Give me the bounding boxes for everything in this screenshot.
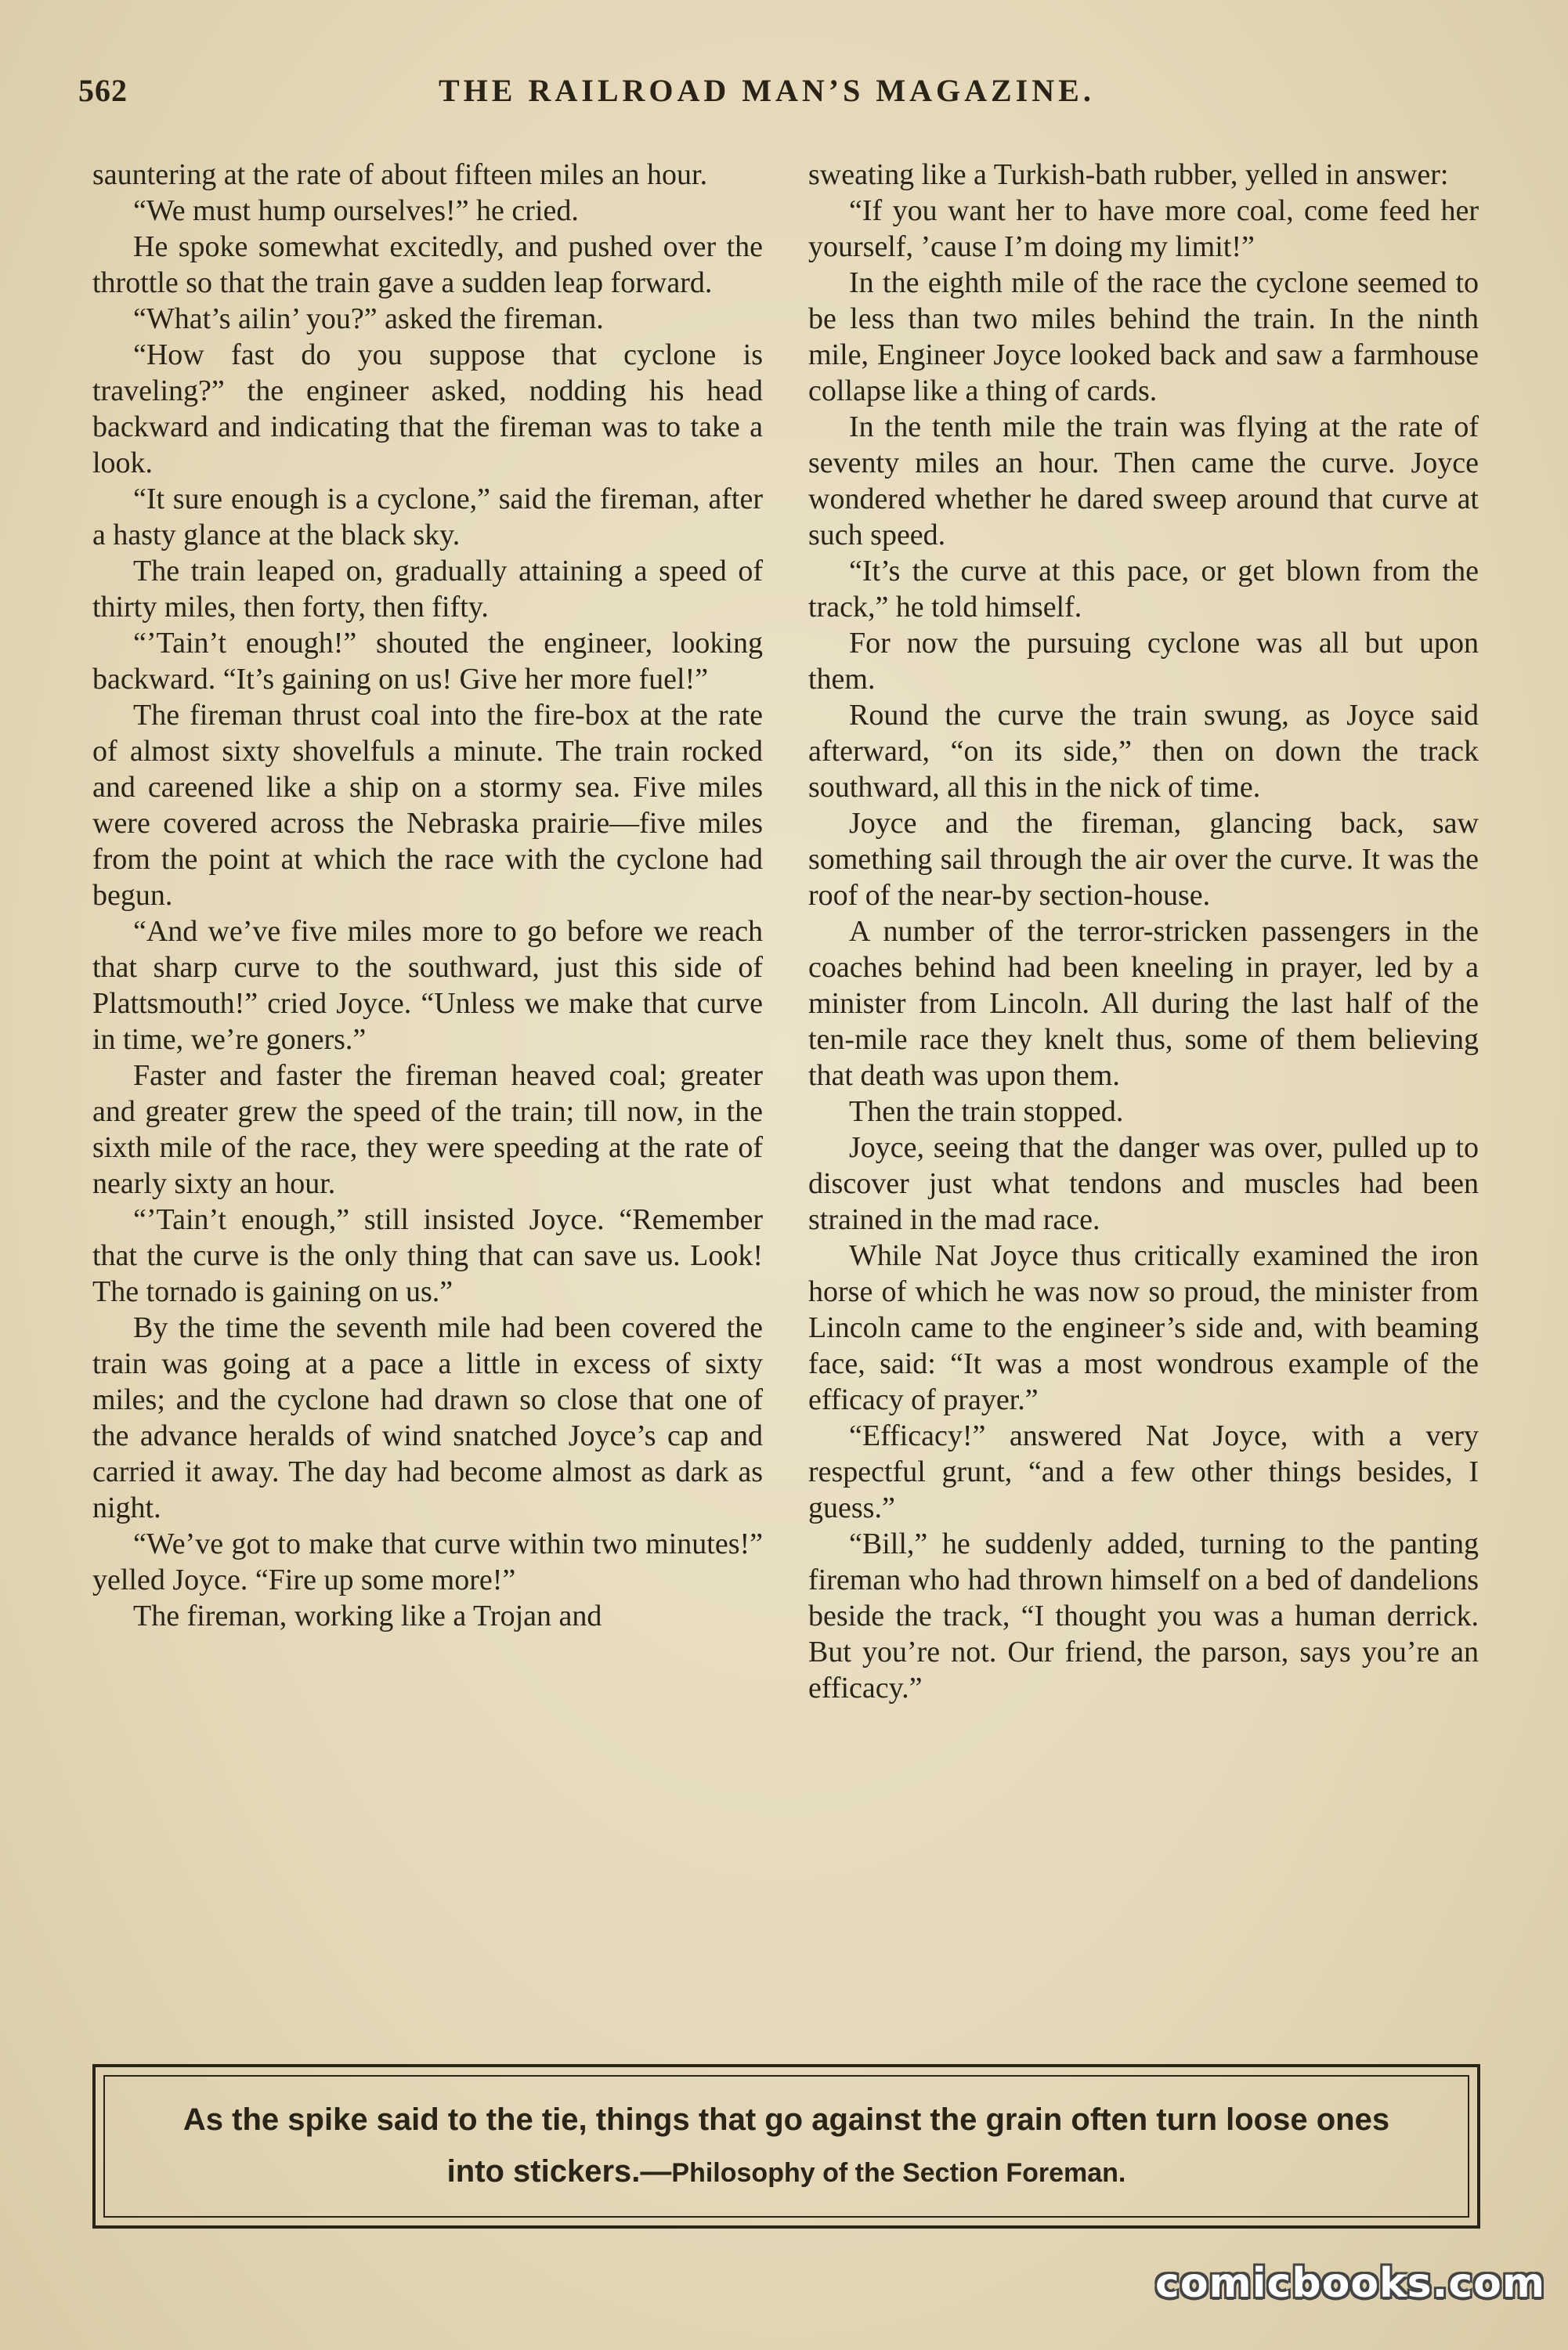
- paragraph: “We’ve got to make that curve within two minutes!” yelled Joyce. “Fire up some more!”: [92, 1528, 763, 1596]
- paragraph: Then the train stopped.: [849, 1095, 1124, 1128]
- filler-quote: [175, 2094, 1397, 2199]
- filler-quote-box: [92, 2064, 1480, 2229]
- paragraph: “It’s the curve at this pace, or get blown from the track,” he told himself.: [808, 555, 1479, 624]
- article-body: [92, 157, 1480, 2029]
- paragraph: “Bill,” he suddenly added, turning to the panting fireman who had thrown himself on a bed of dandelions beside the track, “I thought you was a human derrick. But you’re not. Our friend, the parson, says you’re an efficacy.”: [808, 1528, 1479, 1705]
- paragraph: sweating like a Turkish-bath rubber, yelled in answer:: [808, 158, 1449, 191]
- paragraph: “It sure enough is a cyclone,” said the fireman, after a hasty glance at the black sky.: [92, 483, 763, 551]
- right-column: [808, 157, 1479, 2029]
- site-watermark: comicbooks.com: [1155, 2260, 1546, 2307]
- paragraph: “We must hump ourselves!” he cried.: [133, 194, 579, 227]
- paragraph: In the tenth mile the train was flying at the rate of seventy miles an hour. Then came the curve. Joyce wondered whether he dared sweep around that curve at such speed.: [808, 410, 1479, 551]
- paragraph: “How fast do you suppose that cyclone is traveling?” the engineer asked, nodding his head backward and indicating that the fireman was to take a look.: [92, 338, 763, 479]
- paragraph: “’Tain’t enough,” still insisted Joyce. “Remember that the curve is the only thing that can save us. Look! The tornado is gaining on us.”: [92, 1203, 763, 1308]
- paragraph: For now the pursuing cyclone was all but upon them.: [808, 627, 1479, 696]
- paragraph: “’Tain’t enough!” shouted the engineer, looking backward. “It’s gaining on us! Give her more fuel!”: [92, 627, 763, 696]
- page-number: 562: [78, 73, 128, 108]
- filler-quote-inner-border: [103, 2075, 1469, 2218]
- paragraph: sauntering at the rate of about fifteen miles an hour.: [92, 158, 708, 191]
- paragraph: “Efficacy!” answered Nat Joyce, with a very respectful grunt, “and a few other things besides, I guess.”: [808, 1419, 1479, 1524]
- paragraph: Joyce, seeing that the danger was over, pulled up to discover just what tendons and muscles had been strained in the mad race.: [808, 1131, 1479, 1236]
- paragraph: “And we’ve five miles more to go before we reach that sharp curve to the southward, just this side of Plattsmouth!” cried Joyce. “Unless we make that curve in time, we’re goners.”: [92, 915, 763, 1056]
- left-column: [92, 157, 763, 2029]
- paragraph: By the time the seventh mile had been covered the train was going at a pace a little in excess of sixty miles; and the cyclone had drawn so close that one of the advance heralds of wind snatched Joyce’s cap and carried it away. The day had become almost as dark as night.: [92, 1311, 763, 1524]
- paragraph: Faster and faster the fireman heaved coal; greater and greater grew the speed of the train; till now, in the sixth mile of the race, they were speeding at the rate of nearly sixty an hour.: [92, 1059, 763, 1200]
- paragraph: Round the curve the train swung, as Joyce said afterward, “on its side,” then on down the track southward, all this in the nick of time.: [808, 699, 1479, 804]
- filler-quote-attribution: Philosophy of the Section Foreman.: [671, 2158, 1126, 2188]
- running-title: THE RAILROAD MAN’S MAGAZINE.: [439, 73, 1095, 108]
- paragraph: While Nat Joyce thus critically examined the iron horse of which he was now so proud, the minister from Lincoln came to the engineer’s side and, with beaming face, said: “It was a most wondrous example of the efficacy of prayer.”: [808, 1239, 1479, 1416]
- page-header: [78, 72, 1488, 127]
- paragraph: “If you want her to have more coal, come feed her yourself, ’cause I’m doing my limit!”: [808, 194, 1479, 263]
- filler-quote-text: As the spike said to the tie, things that go against the grain often turn loose ones into stickers.—: [182, 2102, 1390, 2189]
- paragraph: In the eighth mile of the race the cyclone seemed to be less than two miles behind the train. In the ninth mile, Engineer Joyce looked back and saw a farmhouse collapse like a thing of cards.: [808, 266, 1479, 407]
- paragraph: The fireman, working like a Trojan and: [133, 1600, 602, 1632]
- paragraph: The train leaped on, gradually attaining a speed of thirty miles, then forty, then fifty.: [92, 555, 763, 624]
- paragraph: A number of the terror-stricken passengers in the coaches behind had been kneeling in prayer, led by a minister from Lincoln. All during the last half of the ten-mile race they knelt thus, some of them believing that death was upon them.: [808, 915, 1479, 1092]
- paragraph: “What’s ailin’ you?” asked the fireman.: [133, 302, 604, 335]
- paragraph: He spoke somewhat excitedly, and pushed over the throttle so that the train gave a sudden leap forward.: [92, 230, 763, 299]
- paragraph: Joyce and the fireman, glancing back, saw something sail through the air over the curve. It was the roof of the near-by section-house.: [808, 807, 1479, 912]
- paragraph: The fireman thrust coal into the fire-box at the rate of almost sixty shovelfuls a minute. The train rocked and careened like a ship on a stormy sea. Five miles were covered across the Nebraska prairie—five miles from the point at which the race with the cyclone had begun.: [92, 699, 763, 912]
